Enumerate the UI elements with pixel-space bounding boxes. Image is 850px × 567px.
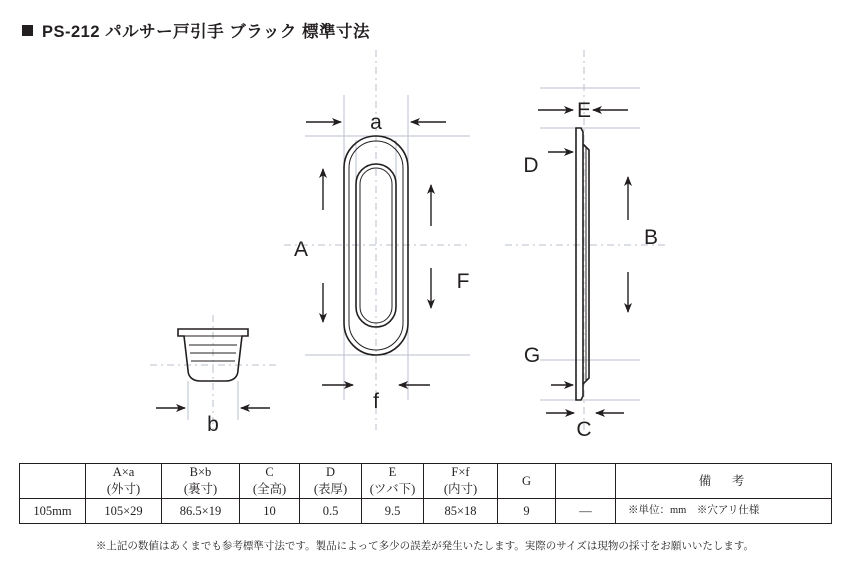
- table-header-note: 備 考: [616, 464, 832, 499]
- svg-text:F: F: [456, 270, 470, 293]
- table-header-g: G: [498, 464, 556, 499]
- table-header-bxb: B×b: [162, 464, 240, 482]
- cell-note: ※単位：mm ※穴アリ仕様: [616, 499, 832, 524]
- cell-fxf: 85×18: [424, 499, 498, 524]
- table-header-blank: [556, 464, 616, 499]
- table-subheader-bxb: (裏寸): [162, 481, 240, 499]
- svg-text:E: E: [576, 99, 592, 122]
- table-subheader-f: (内寸): [424, 481, 498, 499]
- table-row: [20, 499, 832, 524]
- table-header-row-top: [20, 464, 832, 482]
- table-subheader-axa: (外寸): [86, 481, 162, 499]
- table-header-d: D: [300, 464, 362, 482]
- cell-g: 9: [498, 499, 556, 524]
- svg-text:b: b: [207, 413, 219, 436]
- page-title: [22, 18, 370, 42]
- table-subheader-c: (全高): [240, 481, 300, 499]
- table-header-e: E: [362, 464, 424, 482]
- cell-size: 105mm: [20, 499, 86, 524]
- spec-table: [19, 463, 832, 524]
- svg-text:C: C: [576, 418, 592, 441]
- footnote: ※上記の数値はあくまでも参考標準寸法です。製品によって多少の誤差が発生いたします。実際のサイズは現物の採寸をお願いいたします。: [95, 541, 755, 552]
- cell-e: 9.5: [362, 499, 424, 524]
- technical-drawing: [0, 40, 850, 450]
- table-header-axa: A×a: [86, 464, 162, 482]
- cell-c: 10: [240, 499, 300, 524]
- svg-text:f: f: [373, 390, 379, 413]
- table-header-c: C: [240, 464, 300, 482]
- table-header-size: [20, 464, 86, 499]
- table-header-f: F×f: [424, 464, 498, 482]
- bullet-icon: [22, 25, 33, 36]
- svg-text:D: D: [523, 154, 539, 177]
- table-subheader-e: (ツバ下): [362, 481, 424, 499]
- page-title-text: PS-212 パルサー戸引手 ブラック 標準寸法: [42, 23, 370, 41]
- table-subheader-d: (表厚): [300, 481, 362, 499]
- cell-axa: 105×29: [86, 499, 162, 524]
- cell-bxb: 86.5×19: [162, 499, 240, 524]
- svg-text:a: a: [370, 111, 382, 134]
- cell-d: 0.5: [300, 499, 362, 524]
- cell-dash: —: [556, 499, 616, 524]
- svg-text:B: B: [643, 226, 659, 249]
- svg-text:A: A: [293, 238, 309, 261]
- svg-text:G: G: [523, 344, 541, 367]
